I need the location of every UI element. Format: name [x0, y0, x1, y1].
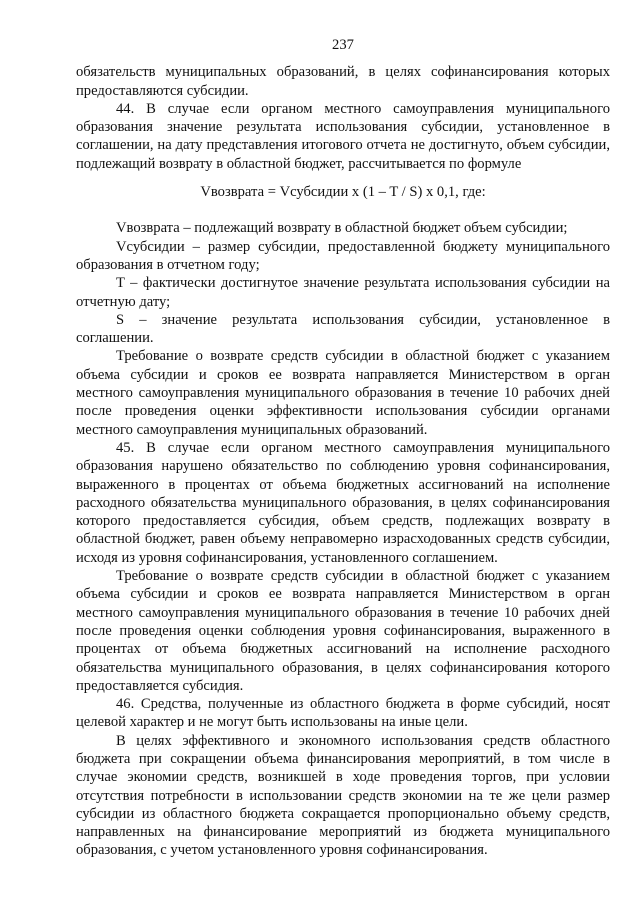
definition-v-vozvrata: Vвозврата – подлежащий возврату в областной бюджет объем субсидии;: [116, 220, 568, 237]
definition-t: T – фактически достигнутое значение результата использования субсидии на отчетную дату;: [76, 275, 610, 310]
paragraph-item-44: 44. В случае если органом местного самоуправления муниципального образования значение результата использования субсидии, установленное в соглашении, на дату представления итогового отчета не достигнуто, объем субсидии, подлежащий возврату в областной бюджет, рассчитывается по формуле: [76, 100, 610, 172]
definition-s: S – значение результата использования субсидии, установленное в соглашении.: [76, 311, 610, 347]
paragraph-continuation: обязательств муниципальных образований, в целях софинансирования которых предоставляются субсидии.: [76, 64, 610, 99]
paragraph-item-46: 46. Средства, полученные из областного бюджета в форме субсидий, носят целевой характер и не могут быть использованы на иные цели.: [76, 696, 610, 731]
page-number: 237: [332, 37, 354, 53]
paragraph-item-45: 45. В случае если органом местного самоуправления муниципального образования нарушено обязательство по соблюдению уровня софинансирования, выраженного в процентах от объема бюджетных ассигнований на исполнение расходного обязательства муниципального образования, в целях софинансирования которого предоставляется субсидия, объем средств, подлежащих возврату в областной бюджет, равен объему неправомерно израсходованных средств субсидии, исходя из уровня софинансирования, установленного соглашением.: [76, 439, 610, 566]
formula: Vвозврата = Vсубсидии x (1 – T / S) x 0,1, где:: [200, 184, 486, 201]
paragraph-return-requirement-1: Требование о возврате средств субсидии в областной бюджет с указанием объема субсидии и сроков ее возврата направляется Министерством в орган местного самоуправления муниципального образования в течение 10 рабочих дней после проведения оценки эффективности использования субсидии органами местного самоуправления муниципальных образований.: [76, 348, 610, 438]
document-page: [76, 36, 610, 860]
paragraph-return-requirement-2: Требование о возврате средств субсидии в областной бюджет с указанием объема субсидии и сроков ее возврата направляется Министерством в орган местного самоуправления муниципального образования в течение 10 рабочих дней после проведения оценки соблюдения уровня софинансирования, выраженного в процентах от объема бюджетных ассигнований на исполнение расходного обязательства муниципального образования, в целях софинансирования которого предоставляется субсидия.: [76, 568, 610, 694]
paragraph-economy: В целях эффективного и экономного использования средств областного бюджета при сокращении объема финансирования мероприятий, в том числе в случае экономии средств, возникшей в ходе проведения торгов, при условии отсутствия потребности в использовании средств экономии на те же цели размер субсидии из областного бюджета сокращается пропорционально объему средств, направленных на финансирование мероприятий из бюджета муниципального образования, с учетом установленного уровня софинансирования.: [76, 732, 610, 859]
definition-v-subsidii: Vсубсидии – размер субсидии, предоставленной бюджету муниципального образования в отчетном году;: [76, 238, 610, 273]
